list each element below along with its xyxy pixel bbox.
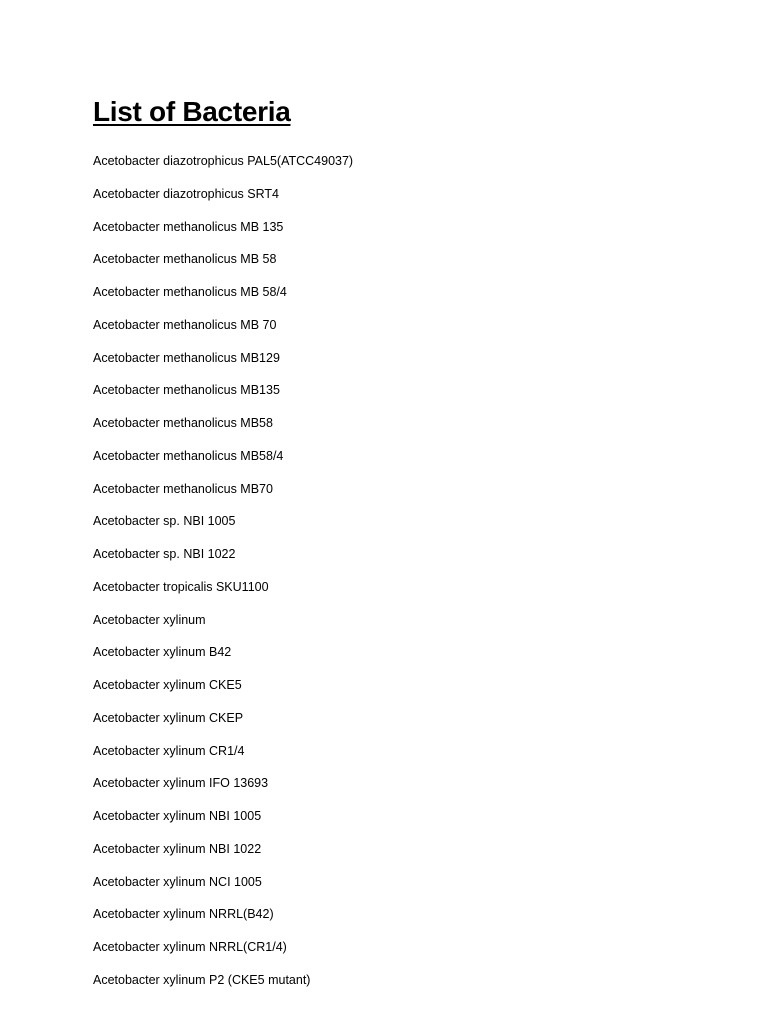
list-item: Acetobacter methanolicus MB58 xyxy=(93,416,273,430)
list-item: Acetobacter xylinum NBI 1022 xyxy=(93,841,262,856)
list-item: Acetobacter diazotrophicus PAL5(ATCC49037) xyxy=(93,154,354,168)
list-item: Acetobacter methanolicus MB 135 xyxy=(93,219,284,234)
list-item: Acetobacter methanolicus MB70 xyxy=(93,481,273,496)
list-item: Acetobacter xylinum IFO 13693 xyxy=(93,776,269,791)
list-item: Acetobacter diazotrophicus SRT4 xyxy=(93,186,279,201)
list-item: Acetobacter xylinum P2 (CKE5 mutant) xyxy=(93,972,311,987)
document-title: List of Bacteria xyxy=(93,96,291,127)
list-item: Acetobacter methanolicus MB 70 xyxy=(93,317,277,332)
list-item: Acetobacter xylinum NRRL(B42) xyxy=(93,907,274,922)
list-item: Acetobacter methanolicus MB 58/4 xyxy=(93,285,287,299)
list-item: Acetobacter xylinum CR1/4 xyxy=(93,743,245,758)
list-item: Acetobacter sp. NBI 1022 xyxy=(93,547,236,561)
list-item: Acetobacter xylinum xyxy=(93,612,206,627)
list-item: Acetobacter methanolicus MB129 xyxy=(93,350,280,365)
list-item: Acetobacter xylinum NBI 1005 xyxy=(93,809,262,823)
list-item: Acetobacter xylinum CKE5 xyxy=(93,678,242,692)
list-item: Acetobacter xylinum NCI 1005 xyxy=(93,874,262,889)
list-item: Acetobacter methanolicus MB 58 xyxy=(93,252,277,267)
list-item: Acetobacter xylinum CKEP xyxy=(93,710,244,725)
list-item: Acetobacter tropicalis SKU1100 xyxy=(93,579,269,594)
list-item: Acetobacter sp. NBI 1005 xyxy=(93,514,236,529)
list-item: Acetobacter xylinum B42 xyxy=(93,645,232,660)
list-item: Acetobacter methanolicus MB58/4 xyxy=(93,448,284,463)
list-item: Acetobacter methanolicus MB135 xyxy=(93,383,280,398)
list-item: Acetobacter xylinum NRRL(CR1/4) xyxy=(93,940,287,954)
bacteria-list xyxy=(93,151,353,1003)
